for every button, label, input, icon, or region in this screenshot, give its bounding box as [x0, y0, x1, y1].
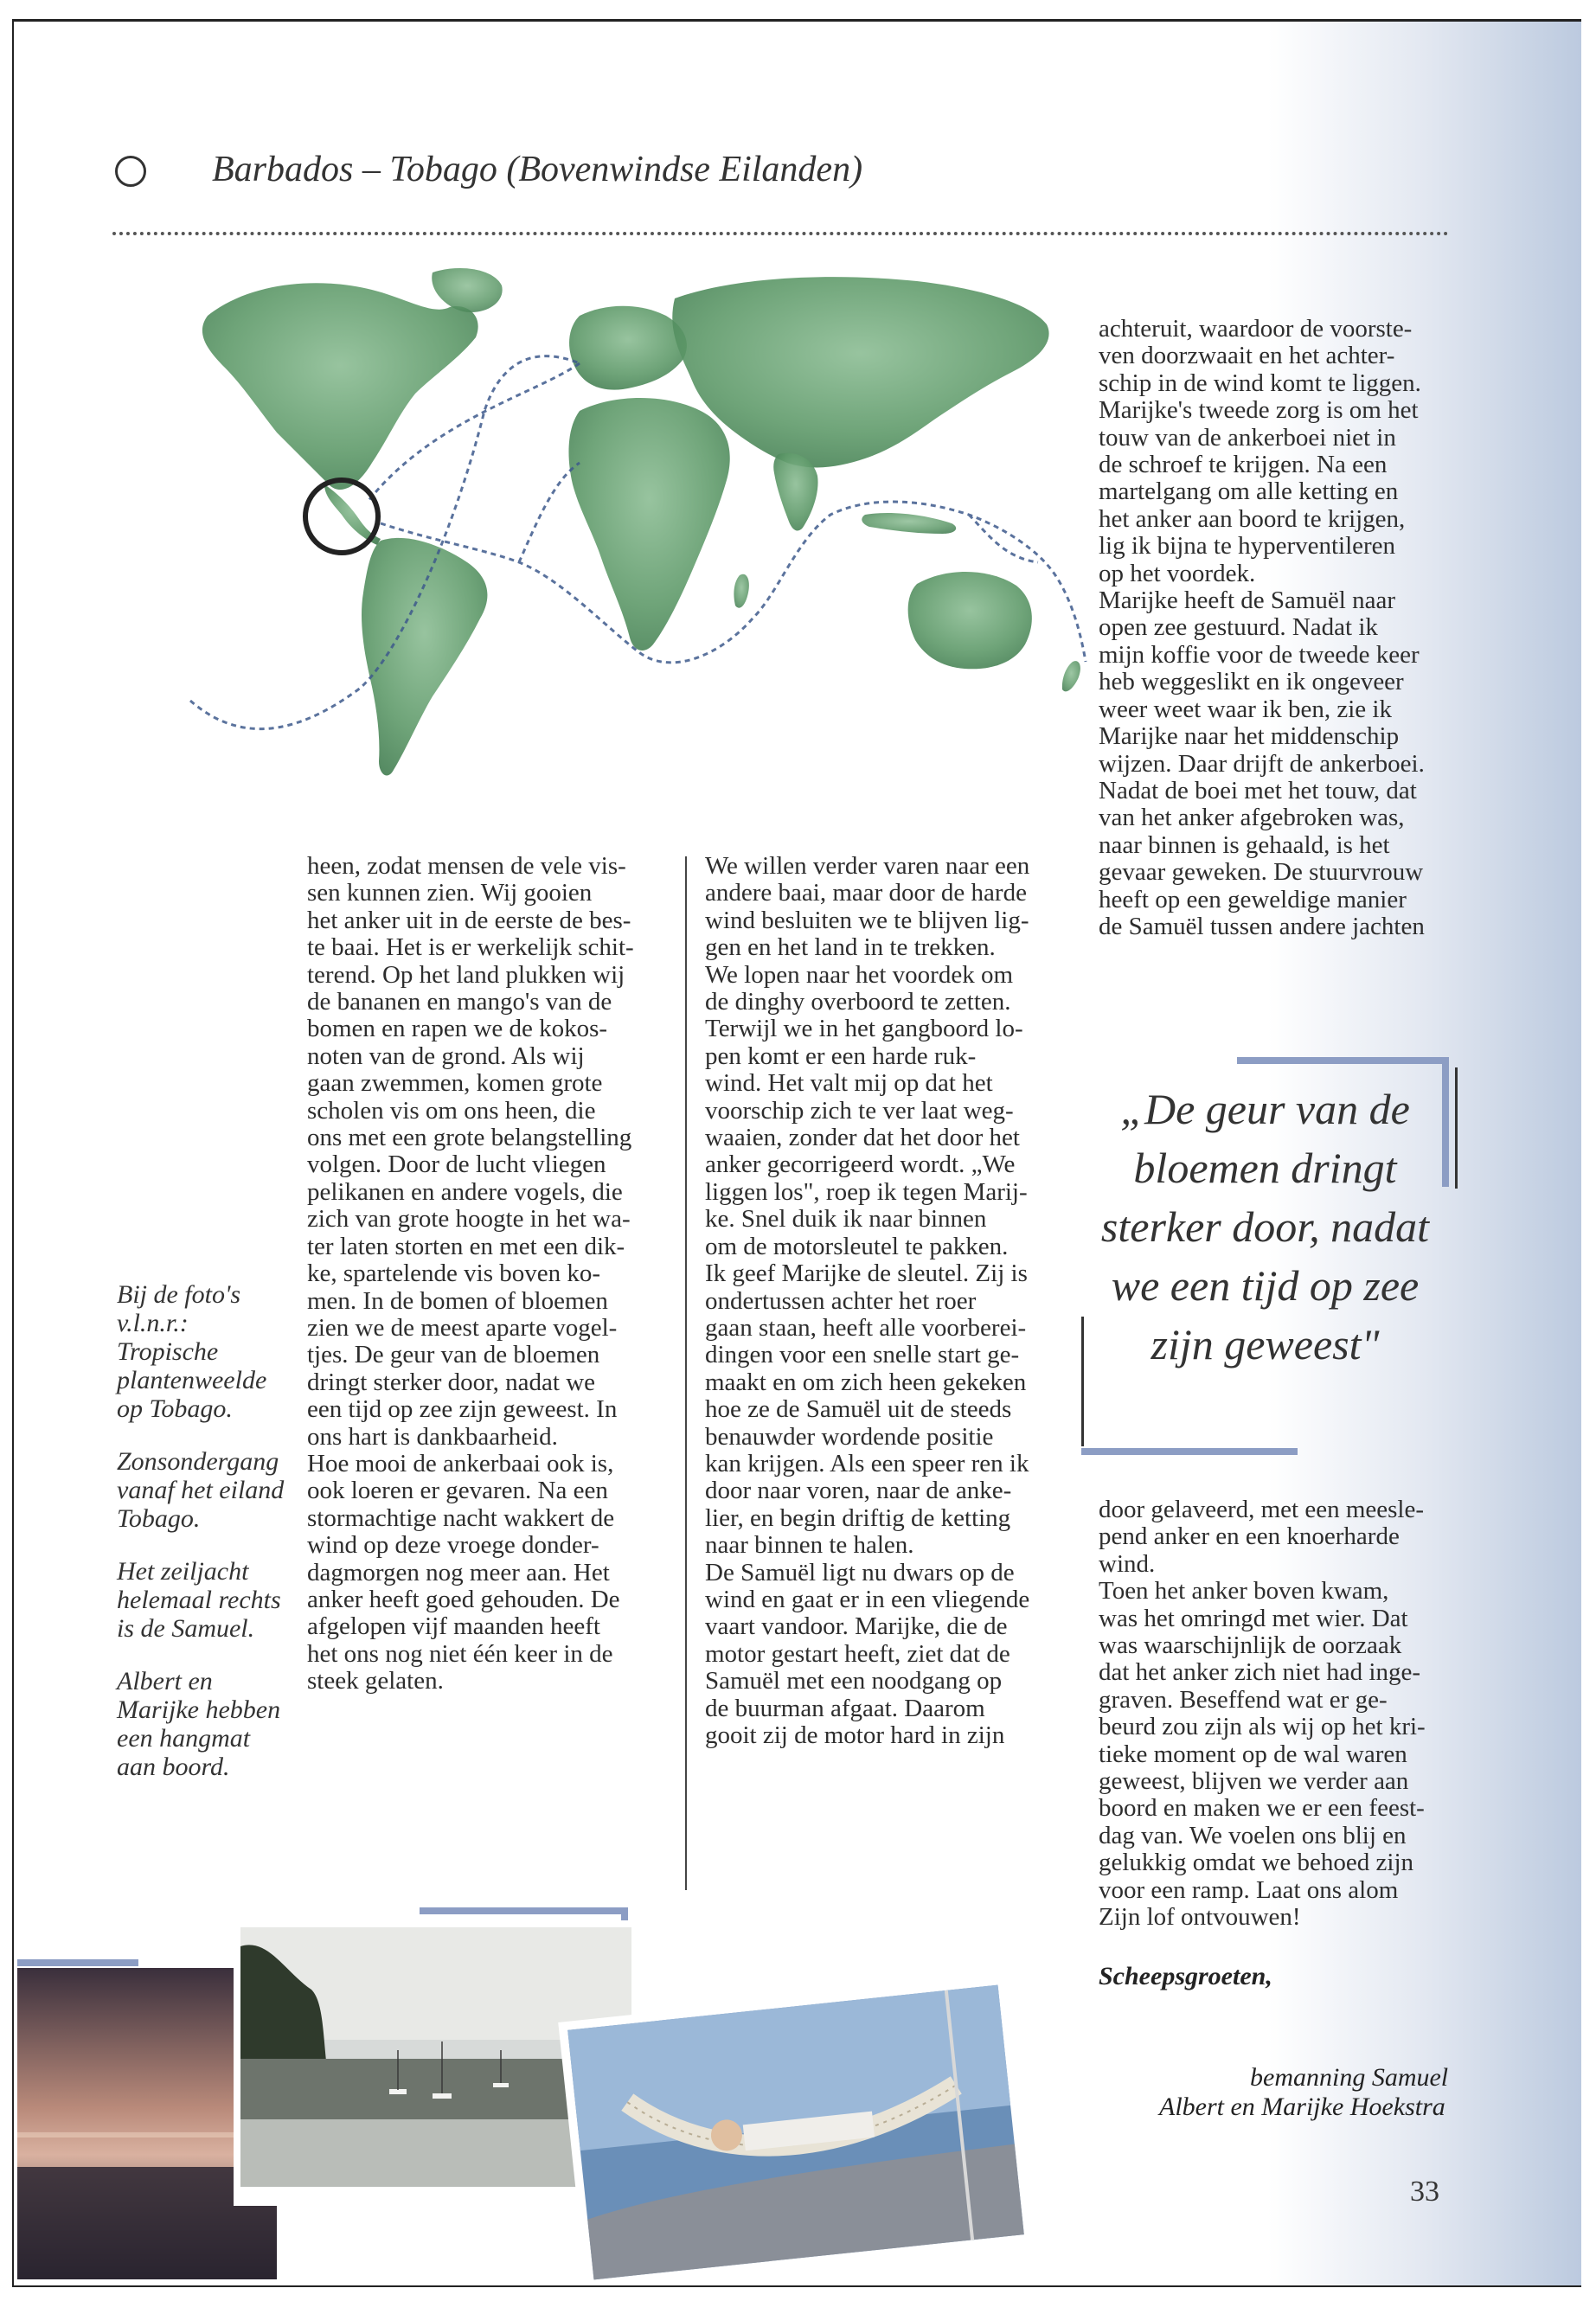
new-zealand-shape: [1062, 661, 1080, 691]
south-america-shape: [362, 538, 487, 776]
header-dotted-rule: [112, 232, 1449, 235]
asia-shape: [672, 277, 1048, 467]
article-column-right-bottom: door gelaveerd, met een meesle- pend anker en een knoerharde wind. Toen het anker boven kwam, was het omringd met wier. Dat was waarschijnlijk de oorzaak dat het anker zich niet had inge- graven. Beseffend wat er ge- beurd zou zijn als wij op het kri- tieke moment op de wal waren geweest, blijven we verder aan boord en maken we er een feest- dag van. We voelen ons blij en gelukkig omdat we behoed zijn voor een ramp. Laat ons alom Zijn lof ontvouwen!: [1099, 1496, 1426, 1932]
closing-greeting: Scheepsgroeten,: [1099, 1962, 1272, 1990]
signature-line-1: bemanning Samuel: [1250, 2063, 1449, 2092]
pull-quote-text: „De geur van de bloemen dringt sterker door, nadat we een tijd op zee zijn geweest": [1100, 1085, 1430, 1368]
world-map-illustration: [173, 264, 1099, 817]
article-column-left: heen, zodat mensen de vele vis- sen kunnen zien. Wij gooien het anker uit in de eerste de bes- te baai. Het is er werkelijk schit- terend. Op het land plukken wij de bananen en mango's van de bomen en rapen we de kokos- noten van de grond. Als wij gaan zwemmen, komen grote scholen vis om ons heen, die ons met een grote belangstelling volgen. Door de lucht vliegen pelikanen en andere vogels, die zich van grote hoogte in het wa- ter laten storten en met een dik- ke, spartelende vis boven ko- men. In de bomen of bloemen zien we de meest aparte vogel- tjes. De geur van de bloemen dringt sterker door, nadat we een tijd op zee zijn geweest. In ons hart is dankbaarheid. Hoe mooi de ankerbaai ook is, ook loeren er gevaren. Na een stormachtige nacht wakkert de wind op deze vroege donder- dagmorgen nog meer aan. Het anker heeft goed gehouden. De afgelopen vijf maanden heeft het ons nog niet één keer in de steek gelaten.: [307, 852, 634, 1695]
column-divider: [685, 856, 687, 1890]
page-number: 33: [1410, 2176, 1439, 2208]
greenland-shape: [432, 268, 502, 312]
photo-captions: [117, 1280, 294, 1805]
article-column-right-top: achteruit, waardoor de voorste- ven doorzwaait en het achter- schip in de wind komt te liggen. Marijke's tweede zorg is om het touw van de ankerboei niet in de schroef te krijgen. Na een martelgang om alle ketting en het anker aan boord te krijgen, lig ik bijna te hyperventileren op het voordek. Marijke heeft de Samuël naar open zee gestuurd. Nadat ik mijn koffie voor de tweede keer heb weggeslikt en ik ongeveer weer weet waar ik ben, zie ik Marijke naar het middenschip wijzen. Daar drijft de ankerboei. Nadat de boei met het touw, dat van het anker afgebroken was, naar binnen is gehaald, is het gevaar geweken. De stuurvrouw heeft op een geweldige manier de Samuël tussen andere jachten: [1099, 315, 1425, 940]
australia-shape: [908, 572, 1032, 669]
photo-hammock: [554, 1981, 1038, 2284]
caption-3: Het zeiljacht helemaal rechts is de Samuel.: [117, 1557, 281, 1643]
caption-1: Bij de foto's v.l.n.r.: Tropische plantenweelde op Tobago.: [117, 1280, 267, 1423]
signature-line-2: Albert en Marijke Hoekstra: [1159, 2093, 1445, 2121]
indonesia-shape: [862, 513, 956, 534]
caption-2: Zonsondergang vanaf het eiland Tobago.: [117, 1447, 285, 1533]
page-title: Barbados – Tobago (Bovenwindse Eilanden): [212, 150, 863, 189]
north-america-shape: [202, 283, 478, 490]
caption-4: Albert en Marijke hebben een hangmat aan boord.: [117, 1667, 281, 1781]
europe-shape: [569, 306, 687, 390]
madagascar-shape: [734, 574, 748, 608]
circle-icon: [115, 156, 146, 187]
photo-accent-bar: [420, 1907, 627, 1914]
article-column-middle: We willen verder varen naar een andere baai, maar door de harde wind besluiten we te blijven lig- gen en het land in te trekken. We lopen naar het voordek om de dinghy overboord te zetten. Terwijl we in het gangboord lo- pen komt er een harde ruk- wind. Het valt mij op dat het voorschip zich te ver laat weg- waaien, zonder dat het door het anker gecorrigeerd wordt. „We liggen los", roep ik tegen Marij- ke. Snel duik ik naar binnen om de motorsleutel te pakken. Ik geef Marijke de sleutel. Zij is ondertussen achter het roer gaan staan, heeft alle voorberei- dingen voor een snelle start ge- maakt en om zich heen gekeken hoe ze de Samuël uit de steeds benauwder wordende positie kan krijgen. Als een speer ren ik door naar voren, naar de anke- lier, en begin driftig de ketting naar binnen te halen. De Samuël ligt nu dwars op de wind en gaat er in een vliegende vaart vandoor. Marijke, die de motor gestart heeft, ziet dat de Samuël met een noodgang op de buurman afgaat. Daarom gooit zij de motor hard in zijn: [705, 852, 1030, 1749]
india-shape: [773, 453, 817, 531]
caribbean-highlight-circle: [305, 480, 378, 553]
